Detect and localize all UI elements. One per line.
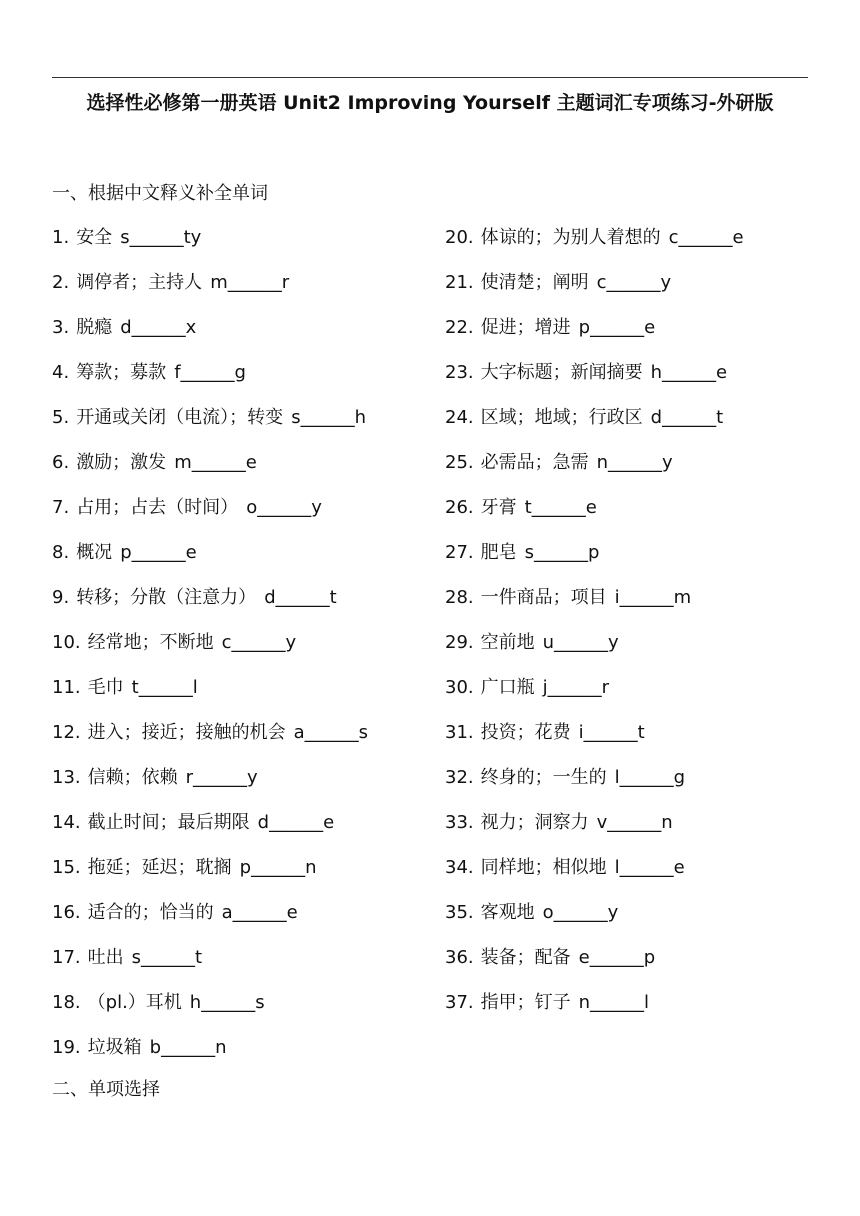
chinese-meaning: 适合的；恰当的 [87, 902, 214, 923]
word-hint: s______p [524, 542, 600, 563]
word-hint: p______n [239, 857, 317, 878]
vocab-item [445, 675, 744, 720]
item-number: 15. [52, 857, 81, 878]
chinese-meaning: 筹款；募款 [76, 362, 167, 383]
item-number: 35. [445, 902, 474, 923]
item-number: 1. [52, 227, 70, 248]
vocab-item [52, 675, 368, 720]
chinese-meaning: 空前地 [480, 632, 535, 653]
item-number: 37. [445, 992, 474, 1013]
item-number: 30. [445, 677, 474, 698]
word-hint: o______y [542, 902, 619, 923]
item-number: 14. [52, 812, 81, 833]
word-hint: r______y [185, 767, 258, 788]
vocab-item [52, 900, 368, 945]
item-number: 10. [52, 632, 81, 653]
word-hint: n______y [596, 452, 673, 473]
chinese-meaning: 转移；分散（注意力） [76, 587, 257, 608]
word-hint: l______g [614, 767, 686, 788]
word-hint: h______s [189, 992, 265, 1013]
chinese-meaning: 体谅的；为别人着想的 [480, 227, 661, 248]
word-hint: j______r [542, 677, 610, 698]
vocab-item [52, 360, 368, 405]
chinese-meaning: 终身的；一生的 [480, 767, 607, 788]
item-number: 23. [445, 362, 474, 383]
chinese-meaning: 同样地；相似地 [480, 857, 607, 878]
item-number: 19. [52, 1037, 81, 1058]
item-number: 31. [445, 722, 474, 743]
item-number: 26. [445, 497, 474, 518]
vocab-item [445, 450, 744, 495]
word-hint: i______m [614, 587, 692, 608]
right-column [445, 225, 744, 1035]
word-hint: n______l [578, 992, 650, 1013]
item-number: 5. [52, 407, 70, 428]
chinese-meaning: 信赖；依赖 [87, 767, 178, 788]
item-number: 16. [52, 902, 81, 923]
item-number: 22. [445, 317, 474, 338]
word-hint: d______t [650, 407, 724, 428]
word-hint: p______e [578, 317, 656, 338]
vocab-item [52, 765, 368, 810]
word-hint: c______e [668, 227, 744, 248]
vocab-item [445, 315, 744, 360]
vocab-item [52, 540, 368, 585]
item-number: 33. [445, 812, 474, 833]
item-number: 17. [52, 947, 81, 968]
word-hint: d______e [257, 812, 335, 833]
vocab-item [52, 315, 368, 360]
word-hint: c______y [221, 632, 297, 653]
chinese-meaning: 装备；配备 [480, 947, 571, 968]
section-heading-vocab: 一、根据中文释义补全单词 [52, 183, 268, 204]
vocab-item [445, 855, 744, 900]
chinese-meaning: 进入；接近；接触的机会 [87, 722, 286, 743]
chinese-meaning: 占用；占去（时间） [76, 497, 239, 518]
chinese-meaning: 经常地；不断地 [87, 632, 214, 653]
chinese-meaning: （pl.）耳机 [87, 992, 182, 1013]
vocab-item [52, 270, 368, 315]
item-number: 27. [445, 542, 474, 563]
chinese-meaning: 广口瓶 [480, 677, 535, 698]
item-number: 4. [52, 362, 70, 383]
word-hint: u______y [542, 632, 619, 653]
word-hint: s______ty [120, 227, 202, 248]
chinese-meaning: 开通或关闭（电流）；转变 [76, 407, 284, 428]
item-number: 28. [445, 587, 474, 608]
word-hint: i______t [578, 722, 645, 743]
vocab-item [52, 990, 368, 1035]
vocab-item [52, 495, 368, 540]
word-hint: v______n [596, 812, 673, 833]
item-number: 2. [52, 272, 70, 293]
chinese-meaning: 一件商品；项目 [480, 587, 607, 608]
item-number: 11. [52, 677, 81, 698]
document-title: 选择性必修第一册英语 Unit2 Improving Yourself 主题词汇专项练习-外研版 [86, 92, 774, 114]
left-column [52, 225, 368, 1080]
chinese-meaning: 肥皂 [480, 542, 517, 563]
word-hint: a______s [293, 722, 369, 743]
vocab-item [445, 270, 744, 315]
word-hint: t______l [131, 677, 198, 698]
vocab-item [52, 405, 368, 450]
vocab-item [445, 630, 744, 675]
item-number: 9. [52, 587, 70, 608]
vocab-item [445, 585, 744, 630]
chinese-meaning: 视力；洞察力 [480, 812, 589, 833]
chinese-meaning: 客观地 [480, 902, 535, 923]
vocab-item [52, 945, 368, 990]
vocab-item [445, 225, 744, 270]
word-hint: f______g [174, 362, 246, 383]
item-number: 36. [445, 947, 474, 968]
vocab-item [445, 765, 744, 810]
item-number: 25. [445, 452, 474, 473]
item-number: 24. [445, 407, 474, 428]
word-hint: b______n [149, 1037, 227, 1058]
word-hint: a______e [221, 902, 298, 923]
item-number: 6. [52, 452, 70, 473]
word-hint: m______r [210, 272, 290, 293]
word-hint: s______t [131, 947, 203, 968]
word-hint: m______e [174, 452, 257, 473]
chinese-meaning: 吐出 [87, 947, 124, 968]
word-hint: p______e [120, 542, 197, 563]
chinese-meaning: 大字标题；新闻摘要 [480, 362, 643, 383]
item-number: 3. [52, 317, 70, 338]
vocab-item [52, 225, 368, 270]
chinese-meaning: 概况 [76, 542, 113, 563]
vocab-item [52, 585, 368, 630]
chinese-meaning: 安全 [76, 227, 113, 248]
vocab-item [445, 495, 744, 540]
word-hint: e______p [578, 947, 656, 968]
vocab-item [445, 540, 744, 585]
word-hint: c______y [596, 272, 672, 293]
word-hint: o______y [246, 497, 322, 518]
vocab-item [445, 990, 744, 1035]
item-number: 34. [445, 857, 474, 878]
word-hint: s______h [291, 407, 366, 428]
vocab-item [445, 720, 744, 765]
chinese-meaning: 垃圾箱 [87, 1037, 142, 1058]
vocab-item [52, 450, 368, 495]
item-number: 18. [52, 992, 81, 1013]
word-hint: l______e [614, 857, 685, 878]
vocab-item [445, 900, 744, 945]
item-number: 21. [445, 272, 474, 293]
vocab-item [445, 945, 744, 990]
chinese-meaning: 投资；花费 [480, 722, 571, 743]
chinese-meaning: 必需品；急需 [480, 452, 589, 473]
vocab-item [52, 1035, 368, 1080]
item-number: 12. [52, 722, 81, 743]
vocab-item [445, 810, 744, 855]
chinese-meaning: 脱瘾 [76, 317, 113, 338]
item-number: 8. [52, 542, 70, 563]
chinese-meaning: 拖延；延迟；耽搁 [87, 857, 232, 878]
vocab-item [52, 630, 368, 675]
chinese-meaning: 激励；激发 [76, 452, 167, 473]
vocab-item [52, 720, 368, 765]
item-number: 29. [445, 632, 474, 653]
vocab-item [52, 855, 368, 900]
section-heading-multiple-choice: 二、单项选择 [52, 1079, 160, 1100]
item-number: 32. [445, 767, 474, 788]
chinese-meaning: 指甲；钉子 [480, 992, 571, 1013]
chinese-meaning: 截止时间；最后期限 [87, 812, 250, 833]
chinese-meaning: 使清楚；阐明 [480, 272, 589, 293]
word-hint: d______x [120, 317, 197, 338]
item-number: 13. [52, 767, 81, 788]
chinese-meaning: 区域；地域；行政区 [480, 407, 643, 428]
vocab-item [52, 810, 368, 855]
vocab-item [445, 405, 744, 450]
word-hint: h______e [650, 362, 728, 383]
chinese-meaning: 调停者；主持人 [76, 272, 203, 293]
chinese-meaning: 毛巾 [87, 677, 124, 698]
word-hint: t______e [524, 497, 597, 518]
item-number: 7. [52, 497, 70, 518]
vocab-item [445, 360, 744, 405]
header-rule [52, 77, 808, 78]
word-hint: d______t [264, 587, 337, 608]
chinese-meaning: 促进；增进 [480, 317, 571, 338]
chinese-meaning: 牙膏 [480, 497, 517, 518]
item-number: 20. [445, 227, 474, 248]
